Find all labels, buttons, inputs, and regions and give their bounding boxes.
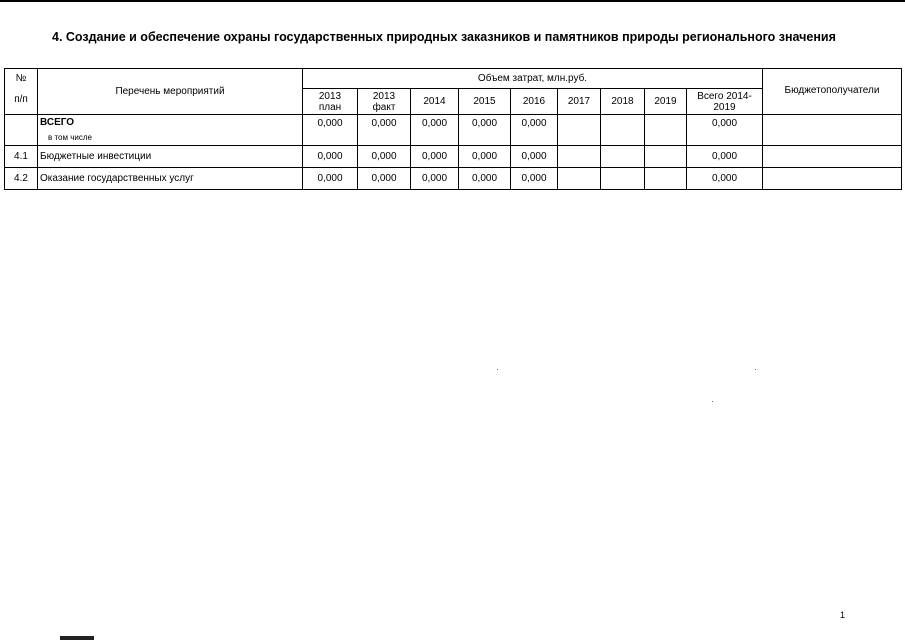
year-header-line1: 2013 (318, 90, 342, 102)
recipient-cell (763, 115, 902, 146)
row-name: ВСЕГО (40, 117, 75, 128)
year-header-cell (558, 89, 601, 115)
table-row (5, 168, 902, 190)
value-cell (601, 146, 645, 168)
year-header-line1: 2016 (522, 96, 546, 107)
value-cell: 0,000 (411, 168, 459, 190)
year-header-line1: Всего 2014- (697, 90, 752, 102)
value-cell: 0,000 (358, 168, 411, 190)
value-cell: 0,000 (303, 115, 358, 146)
year-header-line1: 2018 (611, 96, 634, 107)
top-rule (0, 0, 905, 2)
bottom-edge-mark (60, 636, 94, 640)
value-cell: 0,000 (687, 115, 763, 146)
year-header-cell (303, 89, 358, 115)
recipient-cell (763, 168, 902, 190)
recipient-cell (763, 146, 902, 168)
year-header-cell (687, 89, 763, 115)
year-header-line2: факт (372, 101, 396, 113)
header-num-bottom: п/п (14, 94, 28, 105)
scan-speck (712, 401, 713, 402)
value-cell (601, 115, 645, 146)
row-note: в том числе (48, 133, 92, 142)
value-cell: 0,000 (303, 168, 358, 190)
row-num: 4.1 (5, 146, 38, 168)
year-header-line1: 2019 (654, 96, 677, 107)
row-num: 4.2 (5, 168, 38, 190)
scan-speck (497, 369, 498, 370)
header-costs-group: Объем затрат, млн.руб. (477, 73, 588, 84)
year-header-line2: план (318, 101, 342, 113)
table-row (5, 146, 902, 168)
value-cell: 0,000 (511, 146, 558, 168)
value-cell: 0,000 (459, 146, 511, 168)
year-header-cell (645, 89, 687, 115)
value-cell: 0,000 (411, 146, 459, 168)
year-header-cell (511, 89, 558, 115)
value-cell (558, 168, 601, 190)
value-cell: 0,000 (358, 146, 411, 168)
value-cell: 0,000 (459, 115, 511, 146)
header-measures: Перечень мероприятий (115, 86, 225, 97)
value-cell: 0,000 (687, 168, 763, 190)
value-cell: 0,000 (358, 115, 411, 146)
value-cell: 0,000 (511, 168, 558, 190)
header-recipients: Бюджетополучатели (784, 85, 880, 96)
header-costs-group-cell (303, 69, 763, 89)
value-cell (601, 168, 645, 190)
row-name: Оказание государственных услуг (38, 168, 303, 190)
value-cell: 0,000 (459, 168, 511, 190)
year-header-cell (459, 89, 511, 115)
row-name-cell (38, 115, 303, 146)
year-header-line2: 2019 (713, 101, 736, 113)
header-num-top: № (15, 73, 27, 84)
value-cell: 0,000 (303, 146, 358, 168)
value-cell (645, 146, 687, 168)
scan-speck (755, 369, 756, 370)
header-recipients-cell (763, 69, 902, 115)
year-header-line1: 2013 (372, 90, 396, 102)
value-cell: 0,000 (511, 115, 558, 146)
header-num-cell (5, 69, 38, 115)
header-measures-cell (38, 69, 303, 115)
value-cell (645, 115, 687, 146)
year-header-line1: 2014 (423, 96, 446, 107)
value-cell: 0,000 (411, 115, 459, 146)
year-header-cell (411, 89, 459, 115)
page-number: 1 (840, 610, 846, 620)
year-header-cell (358, 89, 411, 115)
value-cell: 0,000 (687, 146, 763, 168)
document-title: 4. Создание и обеспечение охраны государственных природных заказников и памятников природы регионального значения (52, 30, 836, 44)
year-header-cell (601, 89, 645, 115)
row-num (5, 115, 38, 146)
table-row (5, 115, 902, 146)
year-header-line1: 2015 (473, 96, 496, 107)
budget-table (4, 68, 902, 190)
year-header-line1: 2017 (567, 96, 591, 107)
value-cell (645, 168, 687, 190)
value-cell (558, 146, 601, 168)
value-cell (558, 115, 601, 146)
row-name: Бюджетные инвестиции (38, 146, 303, 168)
